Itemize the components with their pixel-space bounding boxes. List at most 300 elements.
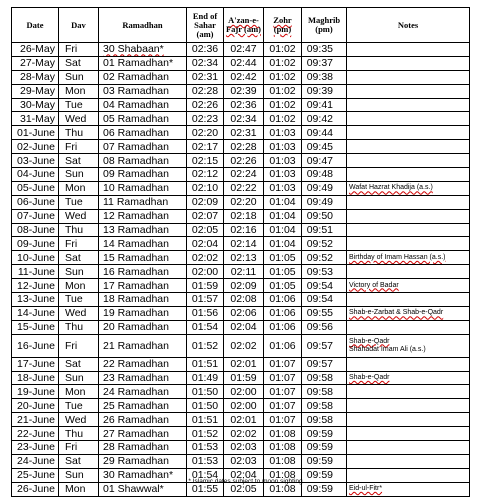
ramadhan-timetable xyxy=(11,7,470,497)
maghrib-cell: 09:57 xyxy=(302,357,347,371)
zohr-cell: 01:02 xyxy=(264,70,302,84)
ramadhan-cell: 18 Ramadhan xyxy=(99,293,187,307)
table-row xyxy=(12,56,470,70)
end-of-sahar-cell: 02:17 xyxy=(187,140,224,154)
notes-cell xyxy=(347,237,470,251)
ramadhan-cell: 27 Ramadhan xyxy=(99,427,187,441)
zohr-cell: 01:04 xyxy=(264,209,302,223)
end-of-sahar-cell: 01:53 xyxy=(187,441,224,455)
end-of-sahar-cell: 01:51 xyxy=(187,413,224,427)
table-row xyxy=(12,112,470,126)
azan-e-fajr-cell: 02:06 xyxy=(224,306,264,320)
date-cell: 12-June xyxy=(12,279,59,293)
table-row xyxy=(12,279,470,293)
table-row xyxy=(12,154,470,168)
maghrib-cell: 09:57 xyxy=(302,334,347,357)
table-row xyxy=(12,43,470,57)
ramadhan-cell: 09 Ramadhan xyxy=(99,168,187,182)
day-cell: Sun xyxy=(59,371,99,385)
maghrib-cell: 09:48 xyxy=(302,168,347,182)
date-cell: 17-June xyxy=(12,357,59,371)
day-cell: Fri xyxy=(59,43,99,57)
ramadhan-cell: 12 Ramadhan xyxy=(99,209,187,223)
azan-e-fajr-cell: 02:16 xyxy=(224,223,264,237)
day-cell: Mon xyxy=(59,84,99,98)
ramadhan-cell: 02 Ramadhan xyxy=(99,70,187,84)
zohr-cell: 01:05 xyxy=(264,279,302,293)
zohr-cell: 01:08 xyxy=(264,454,302,468)
azan-e-fajr-cell: 02:44 xyxy=(224,56,264,70)
ramadhan-cell: 05 Ramadhan xyxy=(99,112,187,126)
zohr-cell: 01:04 xyxy=(264,195,302,209)
date-cell: 21-June xyxy=(12,413,59,427)
table-row xyxy=(12,98,470,112)
zohr-cell: 01:08 xyxy=(264,468,302,482)
day-cell: Mon xyxy=(59,181,99,195)
table-row xyxy=(12,70,470,84)
date-cell: 07-June xyxy=(12,209,59,223)
day-cell: Wed xyxy=(59,112,99,126)
day-cell: Tue xyxy=(59,399,99,413)
ramadhan-cell: 21 Ramadhan xyxy=(99,334,187,357)
date-cell: 13-June xyxy=(12,293,59,307)
maghrib-cell: 09:59 xyxy=(302,454,347,468)
maghrib-cell: 09:58 xyxy=(302,399,347,413)
azan-e-fajr-cell: 02:04 xyxy=(224,468,264,482)
azan-e-fajr-cell: 02:02 xyxy=(224,427,264,441)
zohr-cell: 01:07 xyxy=(264,357,302,371)
header-zohr-text: Zohr (pm) xyxy=(273,15,292,34)
end-of-sahar-cell: 01:49 xyxy=(187,371,224,385)
date-cell: 03-June xyxy=(12,154,59,168)
end-of-sahar-cell: 02:34 xyxy=(187,56,224,70)
maghrib-cell: 09:51 xyxy=(302,223,347,237)
notes-cell xyxy=(347,223,470,237)
maghrib-cell: 09:59 xyxy=(302,482,347,496)
day-cell: Sun xyxy=(59,265,99,279)
zohr-cell: 01:08 xyxy=(264,482,302,496)
zohr-cell: 01:07 xyxy=(264,385,302,399)
zohr-cell: 01:06 xyxy=(264,306,302,320)
ramadhan-cell: 20 Ramadhan xyxy=(99,320,187,334)
table-row xyxy=(12,126,470,140)
date-cell: 23-June xyxy=(12,441,59,455)
ramadhan-cell: 01 Shawwal* xyxy=(99,482,187,496)
note-text: Shahadat Imam Ali (a.s.) xyxy=(349,345,426,353)
zohr-cell: 01:02 xyxy=(264,98,302,112)
header-zohr xyxy=(264,8,302,43)
azan-e-fajr-cell: 02:18 xyxy=(224,209,264,223)
end-of-sahar-cell: 01:50 xyxy=(187,399,224,413)
maghrib-cell: 09:58 xyxy=(302,371,347,385)
notes-cell xyxy=(347,98,470,112)
date-cell: 01-June xyxy=(12,126,59,140)
header-maghrib: Maghrib (pm) xyxy=(302,8,347,43)
notes-cell xyxy=(347,112,470,126)
table-row xyxy=(12,265,470,279)
notes-cell xyxy=(347,209,470,223)
table-row xyxy=(12,168,470,182)
ramadhan-cell: 14 Ramadhan xyxy=(99,237,187,251)
maghrib-cell: 09:41 xyxy=(302,98,347,112)
table-row xyxy=(12,306,470,320)
maghrib-cell: 09:37 xyxy=(302,56,347,70)
note-text: Shab-e-Qadr xyxy=(349,374,390,382)
day-cell: Sat xyxy=(59,154,99,168)
table-row xyxy=(12,237,470,251)
ramadhan-cell: 16 Ramadhan xyxy=(99,265,187,279)
table-row xyxy=(12,209,470,223)
table-row xyxy=(12,357,470,371)
ramadhan-cell: 19 Ramadhan xyxy=(99,306,187,320)
day-cell: Thu xyxy=(59,126,99,140)
maghrib-cell: 09:50 xyxy=(302,209,347,223)
azan-e-fajr-cell: 02:22 xyxy=(224,181,264,195)
day-cell: Fri xyxy=(59,441,99,455)
notes-cell xyxy=(347,320,470,334)
day-cell: Fri xyxy=(59,140,99,154)
table-row xyxy=(12,195,470,209)
date-cell: 09-June xyxy=(12,237,59,251)
note-text: Victory of Badar xyxy=(349,281,399,289)
day-cell: Wed xyxy=(59,209,99,223)
azan-e-fajr-cell: 02:00 xyxy=(224,399,264,413)
end-of-sahar-cell: 01:50 xyxy=(187,385,224,399)
notes-cell xyxy=(347,251,470,265)
maghrib-cell: 09:58 xyxy=(302,385,347,399)
day-cell: Tue xyxy=(59,98,99,112)
table-row xyxy=(12,427,470,441)
zohr-cell: 01:07 xyxy=(264,399,302,413)
day-cell: Thu xyxy=(59,223,99,237)
azan-e-fajr-cell: 02:08 xyxy=(224,293,264,307)
ramadhan-cell: 03 Ramadhan xyxy=(99,84,187,98)
zohr-cell: 01:05 xyxy=(264,265,302,279)
date-cell: 11-June xyxy=(12,265,59,279)
header-azan-e-fajr xyxy=(224,8,264,43)
notes-cell xyxy=(347,293,470,307)
end-of-sahar-cell: 02:20 xyxy=(187,126,224,140)
date-cell: 14-June xyxy=(12,306,59,320)
notes-cell xyxy=(347,265,470,279)
day-cell: Sun xyxy=(59,168,99,182)
azan-e-fajr-cell: 02:28 xyxy=(224,140,264,154)
day-cell: Sun xyxy=(59,468,99,482)
maghrib-cell: 09:59 xyxy=(302,468,347,482)
end-of-sahar-cell: 01:52 xyxy=(187,427,224,441)
zohr-cell: 01:07 xyxy=(264,371,302,385)
ramadhan-cell: 10 Ramadhan xyxy=(99,181,187,195)
end-of-sahar-cell: 01:53 xyxy=(187,454,224,468)
azan-e-fajr-cell: 02:05 xyxy=(224,482,264,496)
day-cell: Tue xyxy=(59,293,99,307)
date-cell: 24-June xyxy=(12,454,59,468)
table-row xyxy=(12,223,470,237)
end-of-sahar-cell: 01:59 xyxy=(187,279,224,293)
notes-cell xyxy=(347,371,470,385)
day-cell: Mon xyxy=(59,279,99,293)
date-cell: 22-June xyxy=(12,427,59,441)
header-notes: Notes xyxy=(347,8,470,43)
maghrib-cell: 09:49 xyxy=(302,195,347,209)
notes-cell xyxy=(347,385,470,399)
date-cell: 04-June xyxy=(12,168,59,182)
header-day: Dav xyxy=(59,8,99,43)
day-cell: Sat xyxy=(59,56,99,70)
date-cell: 06-June xyxy=(12,195,59,209)
day-cell: Sat xyxy=(59,454,99,468)
end-of-sahar-cell: 02:23 xyxy=(187,112,224,126)
azan-e-fajr-cell: 01:59 xyxy=(224,371,264,385)
table-row xyxy=(12,385,470,399)
zohr-cell: 01:02 xyxy=(264,84,302,98)
zohr-cell: 01:08 xyxy=(264,427,302,441)
end-of-sahar-cell: 02:31 xyxy=(187,70,224,84)
table-row xyxy=(12,441,470,455)
azan-e-fajr-cell: 02:26 xyxy=(224,154,264,168)
zohr-cell: 01:02 xyxy=(264,43,302,57)
maghrib-cell: 09:38 xyxy=(302,70,347,84)
header-ramadhan: Ramadhan xyxy=(99,8,187,43)
end-of-sahar-cell: 01:56 xyxy=(187,306,224,320)
end-of-sahar-cell: 02:12 xyxy=(187,168,224,182)
ramadhan-cell: 25 Ramadhan xyxy=(99,399,187,413)
azan-e-fajr-cell: 02:00 xyxy=(224,385,264,399)
timetable-body xyxy=(12,43,470,497)
date-cell: 20-June xyxy=(12,399,59,413)
notes-cell xyxy=(347,126,470,140)
ramadhan-cell: 29 Ramadhan xyxy=(99,454,187,468)
maghrib-cell: 09:42 xyxy=(302,112,347,126)
table-row xyxy=(12,454,470,468)
azan-e-fajr-cell: 02:11 xyxy=(224,265,264,279)
zohr-cell: 01:05 xyxy=(264,251,302,265)
date-cell: 05-June xyxy=(12,181,59,195)
ramadhan-cell: 24 Ramadhan xyxy=(99,385,187,399)
notes-cell xyxy=(347,154,470,168)
zohr-cell: 01:03 xyxy=(264,126,302,140)
azan-e-fajr-cell: 02:20 xyxy=(224,195,264,209)
zohr-cell: 01:03 xyxy=(264,181,302,195)
day-cell: Wed xyxy=(59,413,99,427)
end-of-sahar-cell: 02:07 xyxy=(187,209,224,223)
date-cell: 31-May xyxy=(12,112,59,126)
day-cell: Fri xyxy=(59,334,99,357)
end-of-sahar-cell: 01:54 xyxy=(187,468,224,482)
zohr-cell: 01:06 xyxy=(264,334,302,357)
maghrib-cell: 09:54 xyxy=(302,293,347,307)
zohr-cell: 01:04 xyxy=(264,223,302,237)
end-of-sahar-cell: 01:52 xyxy=(187,334,224,357)
azan-e-fajr-cell: 02:02 xyxy=(224,334,264,357)
maghrib-cell: 09:59 xyxy=(302,427,347,441)
ramadhan-cell: 17 Ramadhan xyxy=(99,279,187,293)
end-of-sahar-cell: 01:51 xyxy=(187,357,224,371)
date-cell: 19-June xyxy=(12,385,59,399)
date-cell: 29-May xyxy=(12,84,59,98)
day-cell: Tue xyxy=(59,195,99,209)
footnote: * Islamic dates subject to moon sighting xyxy=(188,478,303,485)
table-row xyxy=(12,293,470,307)
day-cell: Wed xyxy=(59,306,99,320)
header-row xyxy=(12,8,470,43)
maghrib-cell: 09:56 xyxy=(302,320,347,334)
notes-cell xyxy=(347,279,470,293)
table-row xyxy=(12,251,470,265)
maghrib-cell: 09:54 xyxy=(302,279,347,293)
maghrib-cell: 09:45 xyxy=(302,140,347,154)
note-text: Birthday of Imam Hassan (a.s.) xyxy=(349,253,446,261)
table-row xyxy=(12,334,470,357)
notes-cell xyxy=(347,43,470,57)
notes-cell xyxy=(347,140,470,154)
date-cell: 02-June xyxy=(12,140,59,154)
azan-e-fajr-cell: 02:09 xyxy=(224,279,264,293)
azan-e-fajr-cell: 02:39 xyxy=(224,84,264,98)
maghrib-cell: 09:35 xyxy=(302,43,347,57)
ramadhan-cell: 11 Ramadhan xyxy=(99,195,187,209)
end-of-sahar-cell: 02:15 xyxy=(187,154,224,168)
azan-e-fajr-cell: 02:31 xyxy=(224,126,264,140)
maghrib-cell: 09:58 xyxy=(302,413,347,427)
day-cell: Sat xyxy=(59,251,99,265)
table-row xyxy=(12,140,470,154)
azan-e-fajr-cell: 02:14 xyxy=(224,237,264,251)
date-cell: 30-May xyxy=(12,98,59,112)
day-cell: Thu xyxy=(59,320,99,334)
header-azan-e-fajr-text: A'zan-e-Fajr (am) xyxy=(225,15,261,34)
notes-cell xyxy=(347,427,470,441)
notes-cell xyxy=(347,306,470,320)
note-text: Wafat Hazrat Khadija (a.s.) xyxy=(349,184,433,192)
day-cell: Fri xyxy=(59,237,99,251)
notes-cell xyxy=(347,441,470,455)
notes-cell xyxy=(347,181,470,195)
date-cell: 08-June xyxy=(12,223,59,237)
table-row xyxy=(12,413,470,427)
table-row xyxy=(12,399,470,413)
notes-cell xyxy=(347,70,470,84)
end-of-sahar-cell: 02:28 xyxy=(187,84,224,98)
zohr-cell: 01:04 xyxy=(264,237,302,251)
ramadhan-cell: 13 Ramadhan xyxy=(99,223,187,237)
maghrib-cell: 09:47 xyxy=(302,154,347,168)
azan-e-fajr-cell: 02:24 xyxy=(224,168,264,182)
date-cell: 26-June xyxy=(12,482,59,496)
zohr-cell: 01:07 xyxy=(264,413,302,427)
zohr-cell: 01:08 xyxy=(264,441,302,455)
maghrib-cell: 09:49 xyxy=(302,181,347,195)
end-of-sahar-cell: 02:04 xyxy=(187,237,224,251)
notes-cell xyxy=(347,454,470,468)
maghrib-cell: 09:55 xyxy=(302,306,347,320)
ramadhan-cell: 01 Ramadhan* xyxy=(99,56,187,70)
notes-cell xyxy=(347,84,470,98)
end-of-sahar-cell: 02:10 xyxy=(187,181,224,195)
zohr-cell: 01:02 xyxy=(264,56,302,70)
azan-e-fajr-cell: 02:01 xyxy=(224,413,264,427)
zohr-cell: 01:06 xyxy=(264,293,302,307)
ramadhan-cell: 26 Ramadhan xyxy=(99,413,187,427)
ramadhan-text: 30 Shabaan* xyxy=(103,43,164,56)
end-of-sahar-cell: 01:57 xyxy=(187,293,224,307)
notes-cell xyxy=(347,56,470,70)
date-cell: 15-June xyxy=(12,320,59,334)
end-of-sahar-cell: 01:54 xyxy=(187,320,224,334)
maghrib-cell: 09:59 xyxy=(302,441,347,455)
date-cell: 16-June xyxy=(12,334,59,357)
maghrib-cell: 09:52 xyxy=(302,237,347,251)
azan-e-fajr-cell: 02:04 xyxy=(224,320,264,334)
end-of-sahar-cell: 02:00 xyxy=(187,265,224,279)
end-of-sahar-cell: 02:26 xyxy=(187,98,224,112)
date-cell: 10-June xyxy=(12,251,59,265)
ramadhan-cell xyxy=(99,43,187,57)
header-date: Date xyxy=(12,8,59,43)
day-cell: Mon xyxy=(59,385,99,399)
ramadhan-cell: 28 Ramadhan xyxy=(99,441,187,455)
table-row xyxy=(12,371,470,385)
ramadhan-cell: 08 Ramadhan xyxy=(99,154,187,168)
maghrib-cell: 09:53 xyxy=(302,265,347,279)
ramadhan-cell: 06 Ramadhan xyxy=(99,126,187,140)
azan-e-fajr-cell: 02:03 xyxy=(224,454,264,468)
date-cell: 26-May xyxy=(12,43,59,57)
end-of-sahar-cell: 02:09 xyxy=(187,195,224,209)
ramadhan-cell: 07 Ramadhan xyxy=(99,140,187,154)
day-cell: Sun xyxy=(59,70,99,84)
azan-e-fajr-cell: 02:36 xyxy=(224,98,264,112)
header-end-of-sahar: End of Sahar (am) xyxy=(187,8,224,43)
table-row xyxy=(12,84,470,98)
notes-cell xyxy=(347,168,470,182)
azan-e-fajr-cell: 02:47 xyxy=(224,43,264,57)
maghrib-cell: 09:39 xyxy=(302,84,347,98)
zohr-cell: 01:06 xyxy=(264,320,302,334)
end-of-sahar-cell: 02:36 xyxy=(187,43,224,57)
day-cell: Thu xyxy=(59,427,99,441)
date-cell: 28-May xyxy=(12,70,59,84)
zohr-cell: 01:02 xyxy=(264,112,302,126)
azan-e-fajr-cell: 02:34 xyxy=(224,112,264,126)
date-cell: 27-May xyxy=(12,56,59,70)
table-row xyxy=(12,320,470,334)
date-cell: 25-June xyxy=(12,468,59,482)
day-cell: Mon xyxy=(59,482,99,496)
day-cell: Sat xyxy=(59,357,99,371)
ramadhan-cell: 04 Ramadhan xyxy=(99,98,187,112)
table-row xyxy=(12,181,470,195)
notes-cell xyxy=(347,357,470,371)
maghrib-cell: 09:52 xyxy=(302,251,347,265)
ramadhan-cell: 23 Ramadhan xyxy=(99,371,187,385)
note-text: Shab-e-Zarbat & Shab-e-Qadr xyxy=(349,309,444,317)
azan-e-fajr-cell: 02:03 xyxy=(224,441,264,455)
notes-cell xyxy=(347,399,470,413)
notes-cell xyxy=(347,195,470,209)
azan-e-fajr-cell: 02:01 xyxy=(224,357,264,371)
ramadhan-cell: 15 Ramadhan xyxy=(99,251,187,265)
date-cell: 18-June xyxy=(12,371,59,385)
zohr-cell: 01:03 xyxy=(264,168,302,182)
end-of-sahar-cell: 01:55 xyxy=(187,482,224,496)
ramadhan-cell: 30 Ramadhan* xyxy=(99,468,187,482)
azan-e-fajr-cell: 02:13 xyxy=(224,251,264,265)
note-text: Shab-e-Qadr xyxy=(349,337,390,345)
end-of-sahar-cell: 02:02 xyxy=(187,251,224,265)
zohr-cell: 01:03 xyxy=(264,154,302,168)
ramadhan-cell: 22 Ramadhan xyxy=(99,357,187,371)
